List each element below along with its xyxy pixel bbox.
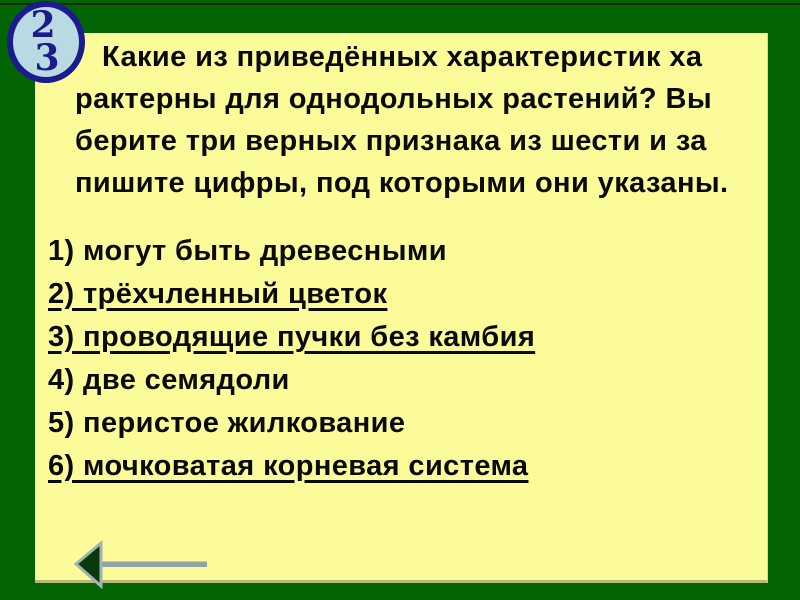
slide-number-top-digit: 2: [30, 4, 56, 46]
question-text: [75, 36, 767, 204]
answer-option-4: 4) две семядоли: [48, 364, 290, 396]
answer-option-1: 1) могут быть древесными: [48, 235, 447, 267]
question-line: берите три верных признака из шести и за: [75, 125, 707, 157]
back-arrow-button[interactable]: [70, 538, 215, 593]
question-line: рактерны для однодольных растений? Вы: [75, 83, 713, 115]
question-line: пишите цифры, под которыми они указаны.: [75, 167, 729, 199]
answer-options-list: [48, 230, 758, 488]
answer-option-3: 3) проводящие пучки без камбия: [48, 321, 536, 353]
top-divider-line: [0, 3, 800, 5]
answer-option-5: 5) перистое жилкование: [48, 407, 406, 439]
answer-option-2: 2) трёхчленный цветок: [48, 278, 388, 310]
slide-number-badge: [7, 1, 85, 83]
answer-option-6: 6) мочковатая корневая система: [48, 450, 529, 482]
slide-number-bottom-digit: 3: [34, 37, 60, 79]
question-line: Какие из приведённых характеристик ха: [102, 41, 703, 73]
back-arrow-icon: [70, 538, 215, 593]
